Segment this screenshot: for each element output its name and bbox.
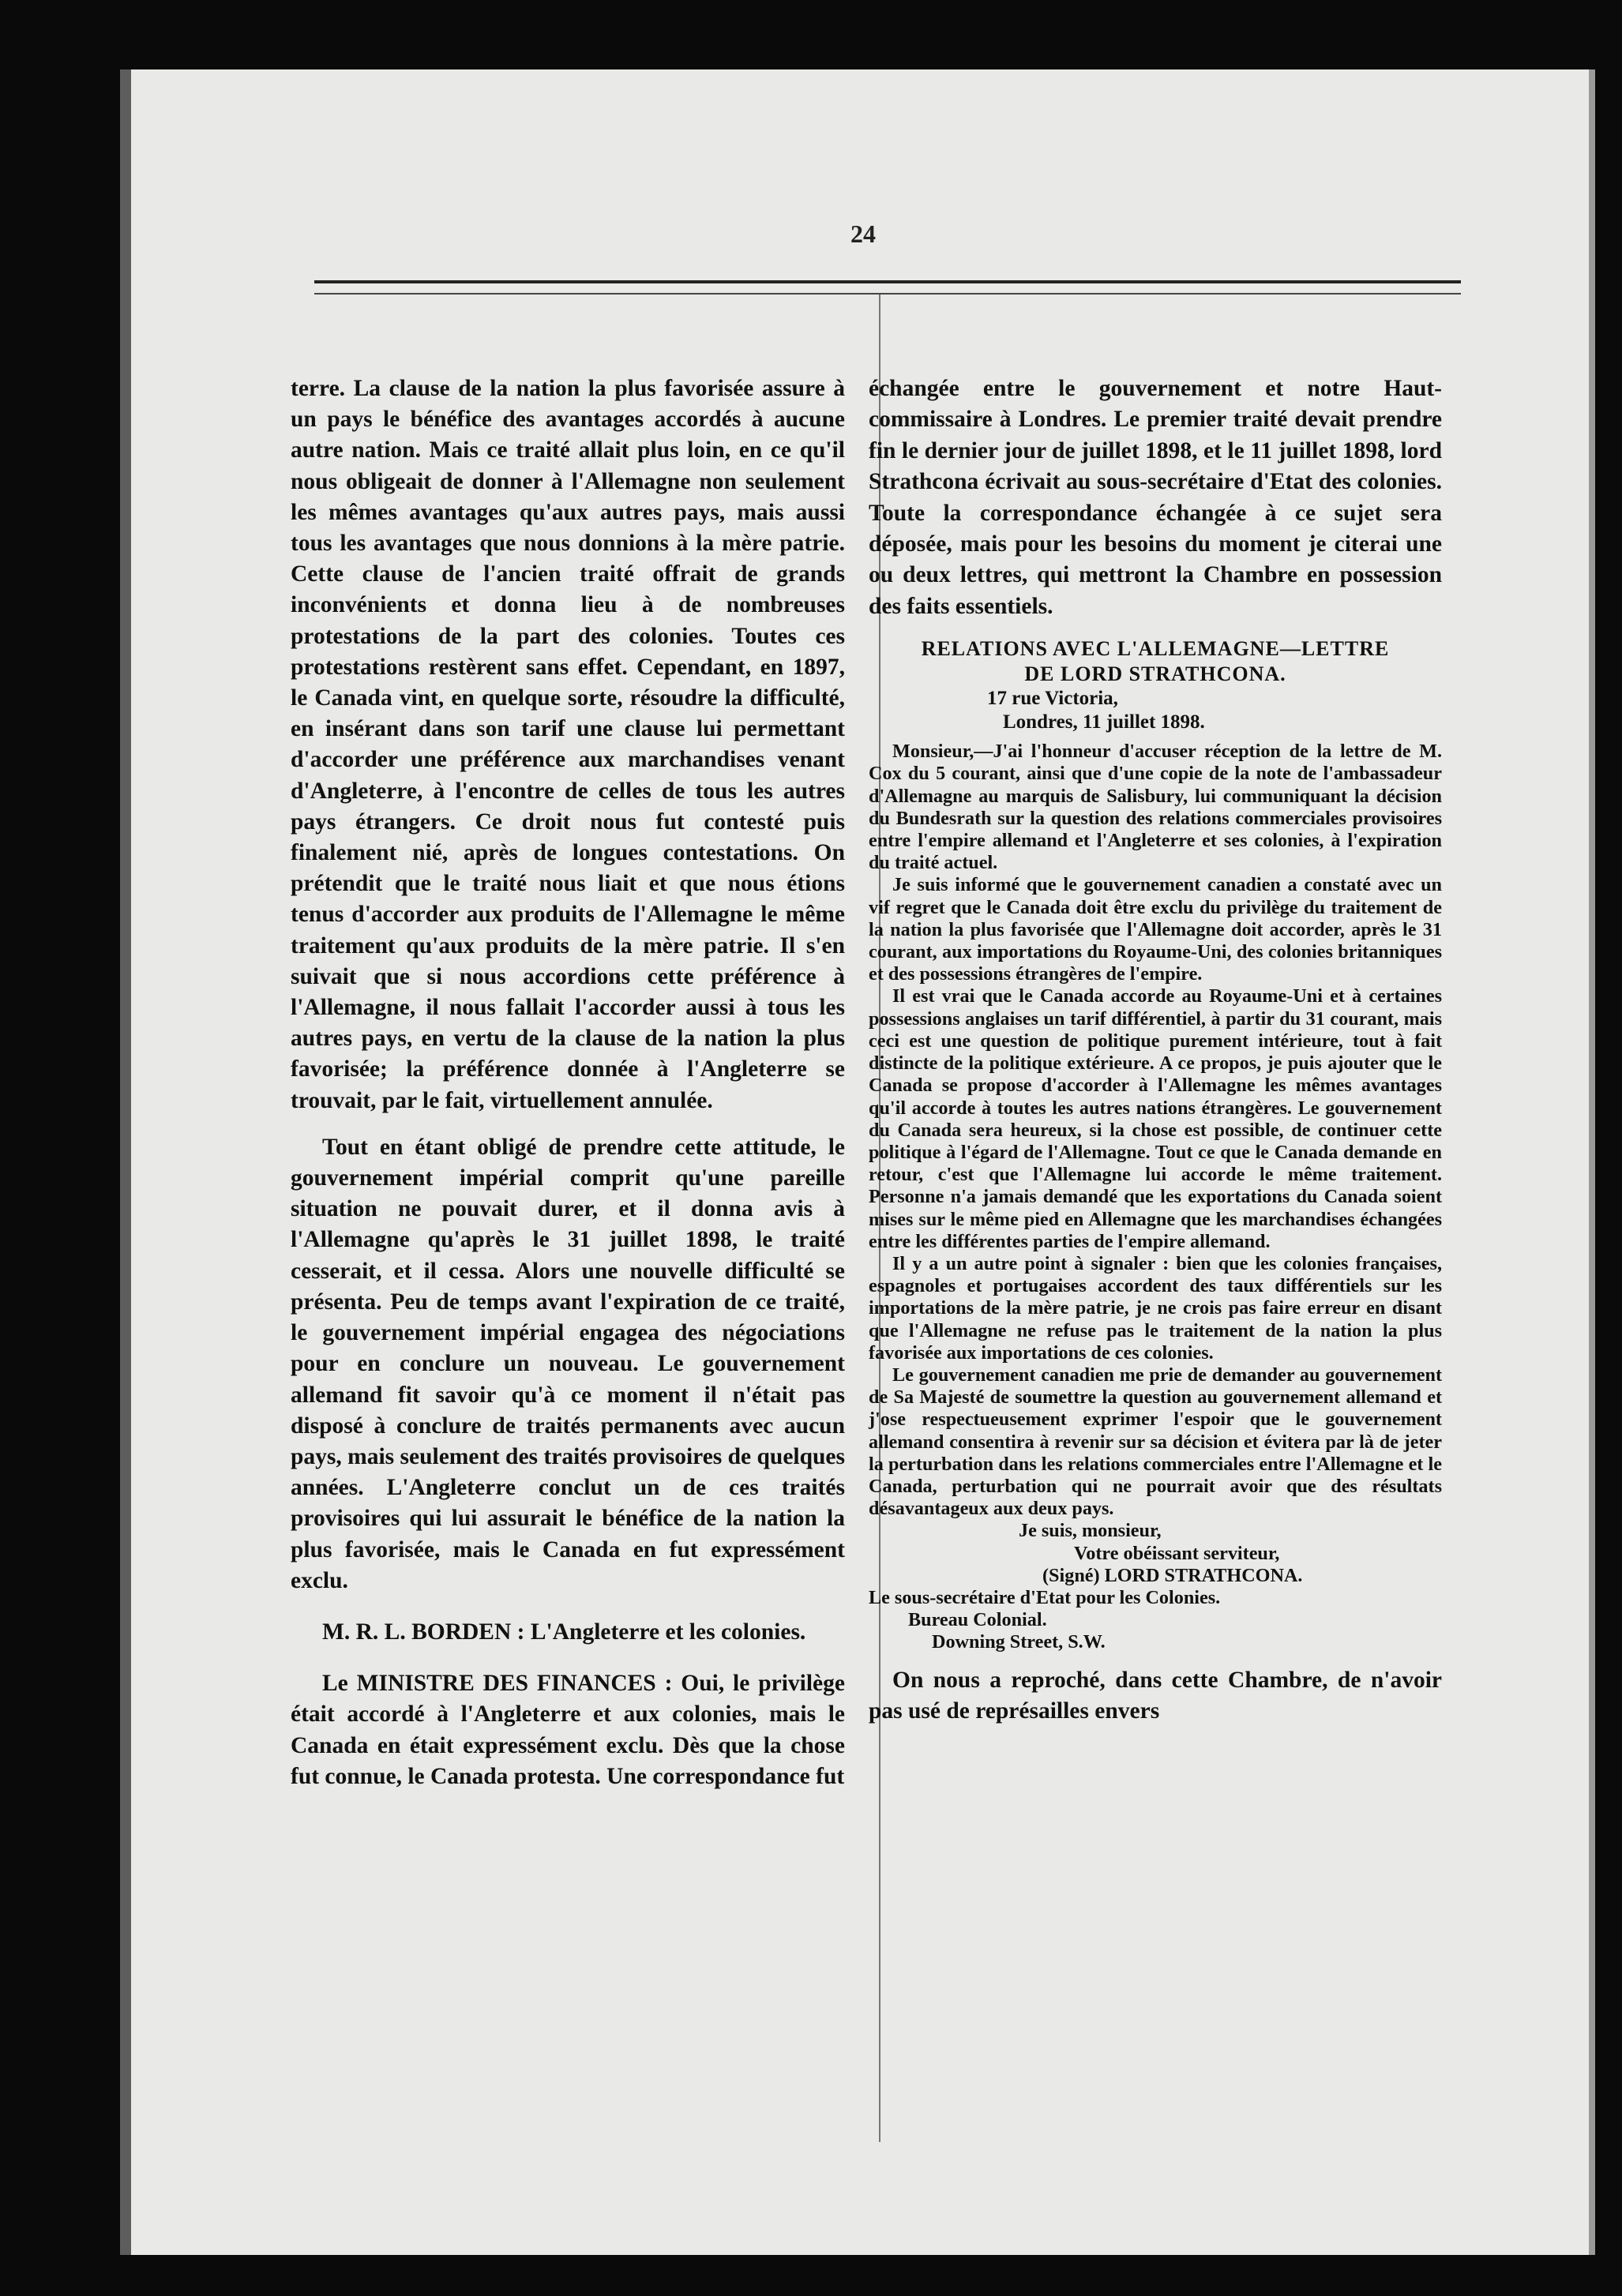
document-page bbox=[120, 69, 1595, 2255]
letter-recipient-1: Le sous-secrétaire d'Etat pour les Colonies. bbox=[869, 1586, 1221, 1608]
left-column bbox=[291, 373, 845, 1792]
letter-paragraph-2: Je suis informé que le gouvernement canadien a constaté avec un vif regret que le Canada doit être exclu du privilège du traitement de la nation la plus favorisée que l'Allemagne doit accorder, après le 31 courant, aux importations du Royaume-Uni, des colonies britanniques et des possessions étrangères de l'empire. bbox=[869, 874, 1442, 985]
right-paragraph-1: échangée entre le gouvernement et notre Haut-commissaire à Londres. Le premier traité devait prendre fin le dernier jour de juillet 1898, et le 11 juillet 1898, lord Strathcona écrivait au sous-secrétaire d'Etat des colonies. Toute la correspondance échangée à ce sujet sera déposée, mais pour les besoins du moment je citerai une ou deux lettres, qui mettront la Chambre en possession des faits essentiels. bbox=[869, 376, 1442, 619]
header-rule bbox=[314, 280, 1461, 295]
letter-heading-line-1: RELATIONS AVEC L'ALLEMAGNE—LETTRE bbox=[921, 637, 1390, 661]
right-column bbox=[869, 373, 1442, 1750]
letter-paragraph-5: Le gouvernement canadien me prie de demander au gouvernement de Sa Majesté de soumettre la question au gouvernement allemand et j'ose respectueusement exprimer l'espoir que le gouvernement allemand consentira à revenir sur sa décision et évitera par là de jeter la perturbation dans les relations commerciales entre l'Allemagne et le Canada, perturbation qui ne pourrait avoir que des résultats désavantageux aux deux pays. bbox=[869, 1364, 1442, 1520]
letter-heading-line-2: DE LORD STRATHCONA. bbox=[1024, 662, 1286, 686]
letter-closing-2: Votre obéissant serviteur, bbox=[1074, 1542, 1280, 1564]
letter-body bbox=[869, 741, 1442, 1653]
left-paragraph-1: terre. La clause de la nation la plus favorisée assure à un pays le bénéfice des avantages accordés à aucune autre nation. Mais ce traité allait plus loin, en ce qu'il nous obligeait de donner à l'Allemagne non seulement les mêmes avantages qu'aux autres pays, mais aussi tous les avantages que nous donnions à la mère patrie. Cette clause de l'ancien traité offrait de grands inconvénients et donna lieu à de nombreuses protestations de la part des colonies. Toutes ces protestations restèrent sans effet. Cependant, en 1897, le Canada vint, en quelque sorte, résoudre la difficulté, en insérant dans son tarif une clause lui permettant d'accorder une préférence aux marchandises venant d'Angleterre, à l'encontre de celles de tous les autres pays étrangers. Ce droit nous fut contesté puis finalement nié, après de longues contestations. On prétendit que le traité nous liait et que nous étions tenus d'accorder aux produits de l'Allemagne le même traitement qu'aux produits de la mère patrie. Il s'en suivait que si nous accordions cette préférence à l'Allemagne, il nous fallait l'accorder aussi à tous les autres pays, en vertu de la clause de la nation la plus favorisée; la préférence donnée à l'Angleterre se trouvait, par le fait, virtuellement annulée. bbox=[291, 376, 845, 1113]
letter-signature: (Signé) LORD STRATHCONA. bbox=[1042, 1564, 1303, 1586]
left-paragraph-2: Tout en étant obligé de prendre cette attitude, le gouvernement impérial comprit qu'une pareille situation ne pouvait durer, et il donna avis à l'Allemagne qu'après le 31 juillet 1898, le traité cesserait, et il cessa. Alors une nouvelle difficulté se présenta. Peu de temps avant l'expiration de ce traité, le gouvernement impérial engagea des négociations pour en conclure un nouveau. Le gouvernement allemand fit savoir qu'à ce moment il n'était pas disposé à conclure de traités permanents avec aucun pays, mais seulement des traités provisoires de quelques années. L'Angleterre conclut un de ces traités provisoires qui lui assurait le bénéfice de la nation la plus favorisée, mais le Canada en fut expressément exclu. bbox=[291, 1134, 846, 1593]
borden-interjection: M. R. L. BORDEN : L'Angleterre et les colonies. bbox=[322, 1619, 806, 1645]
letter-closing-1: Je suis, monsieur, bbox=[1019, 1520, 1162, 1542]
letter-paragraph-4: Il y a un autre point à signaler : bien que les colonies françaises, espagnoles et portugaises accordent des taux différentiels sur les importations de la mère patrie, je ne crois pas faire erreur en disant que l'Allemagne ne refuse pas le traitement de la nation la plus favorisée aux importations de ces colonies. bbox=[869, 1252, 1442, 1364]
minister-reply: Le MINISTRE DES FINANCES : Oui, le privilège était accordé à l'Angleterre et aux colonies, mais le Canada en était expressément exclu. Dès que la chose fut connue, le Canada protesta. Une correspondance fut bbox=[291, 1671, 845, 1789]
right-final-paragraph: On nous a reproché, dans cette Chambre, de n'avoir pas usé de représailles envers bbox=[869, 1667, 1442, 1724]
page-number: 24 bbox=[850, 219, 876, 248]
letter-paragraph-3: Il est vrai que le Canada accorde au Royaume-Uni et à certaines possessions anglaises un tarif différentiel, à partir du 31 courant, mais ceci est une question de politique purement intérieure, tout à fait distincte de la politique extérieure. A ce propos, je puis ajouter que le Canada se propose d'accorder à l'Allemagne les mêmes avantages qu'il accorde à toutes les autres nations étrangères. Le gouvernement du Canada sera heureux, si la chose est possible, de continuer cette politique à l'égard de l'Allemagne. Tout ce que le Canada demande en retour, c'est que l'Allemagne lui accorde le même traitement. Personne n'a jamais demandé que les exportations du Canada soient mises sur le même pied en Allemagne que les marchandises échangées entre les différentes parties de l'empire allemand. bbox=[869, 985, 1442, 1252]
letter-paragraph-1: Monsieur,—J'ai l'honneur d'accuser réception de la lettre de M. Cox du 5 courant, ainsi que d'une copie de la note de l'ambassadeur d'Allemagne au marquis de Salisbury, lui communiquant la décision du Bundesrath sur la question des relations commerciales provisoires entre l'empire allemand et l'Angleterre et ses colonies, à l'expiration du traité actuel. bbox=[869, 741, 1442, 874]
page-edge bbox=[1589, 69, 1595, 2255]
letter-recipient-3: Downing Street, S.W. bbox=[932, 1631, 1106, 1653]
letter-heading bbox=[869, 636, 1442, 687]
letter-address-street: 17 rue Victoria, bbox=[987, 688, 1118, 710]
letter-address bbox=[869, 687, 1442, 734]
letter-address-date: Londres, 11 juillet 1898. bbox=[1003, 711, 1205, 733]
letter-recipient-2: Bureau Colonial. bbox=[908, 1609, 1047, 1631]
